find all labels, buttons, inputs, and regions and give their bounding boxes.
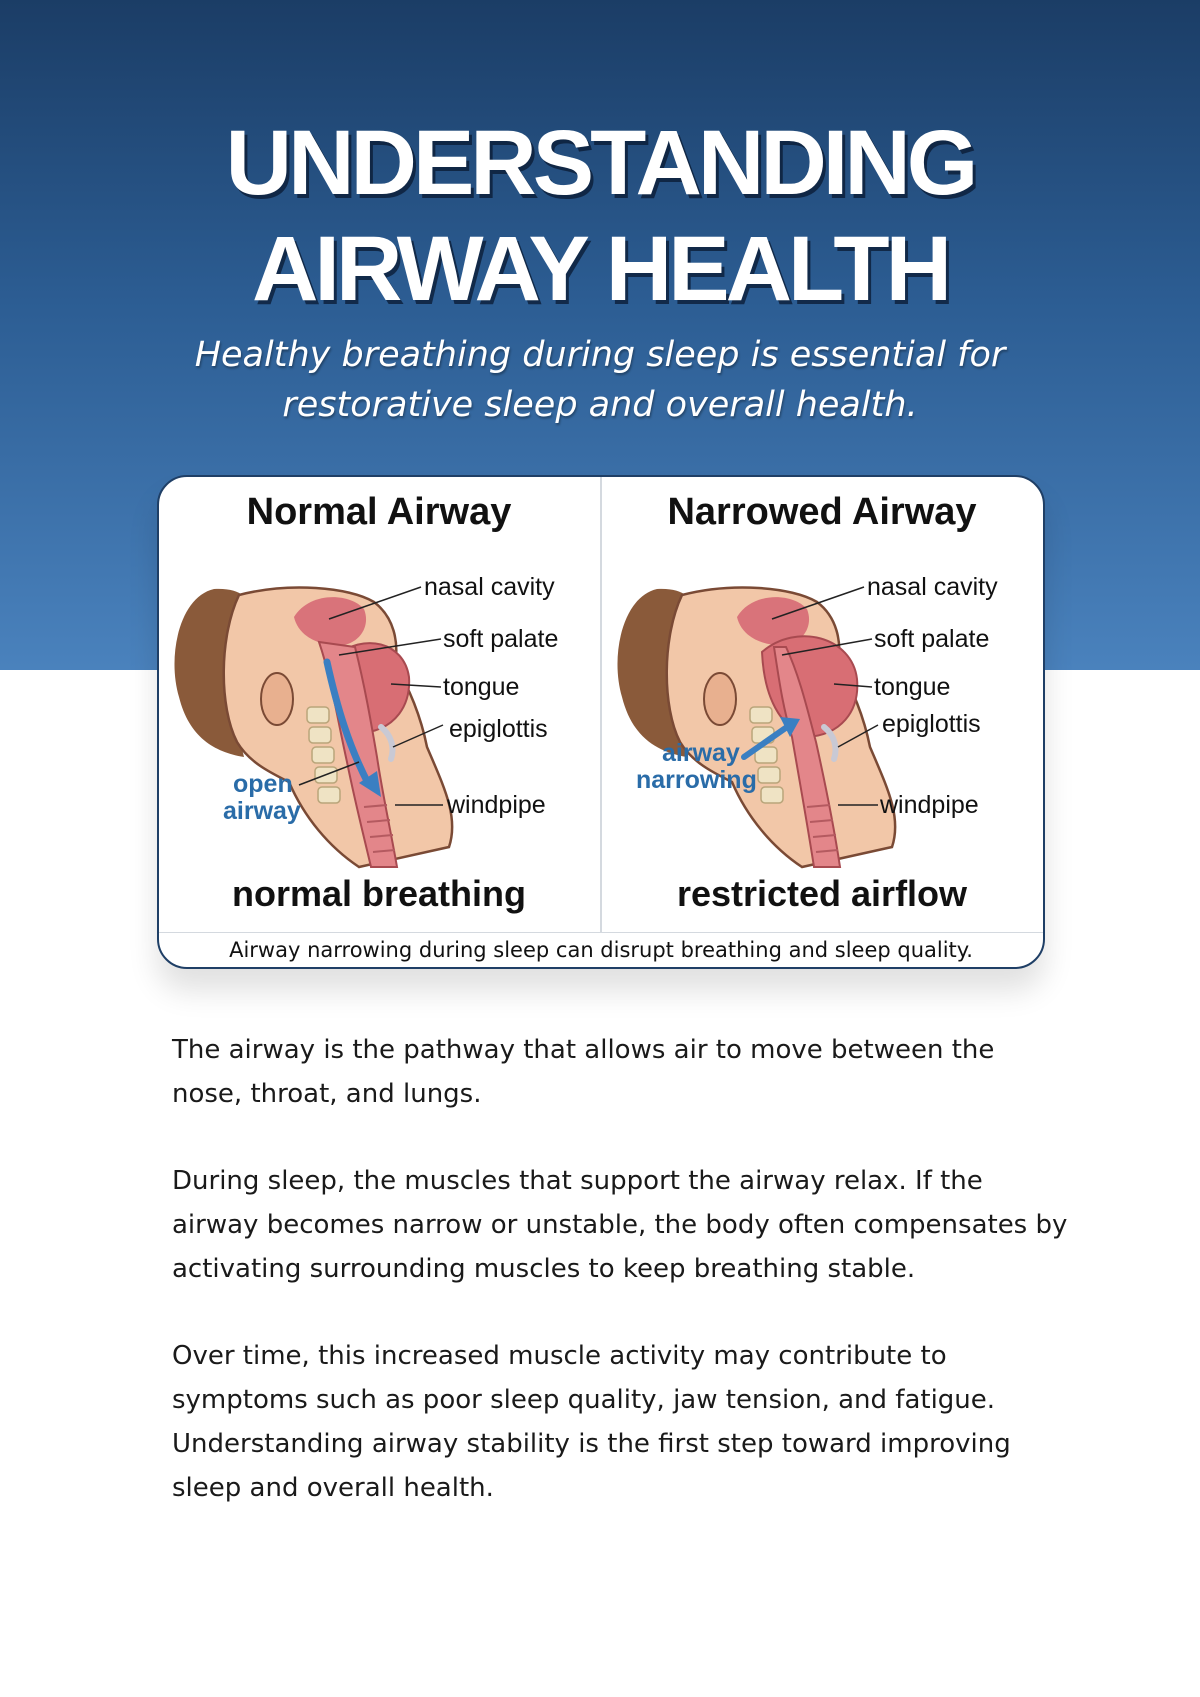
- airway-comparison-card: [157, 475, 1045, 969]
- label-tongue: tongue: [874, 673, 951, 701]
- body-text: [172, 1028, 1072, 1553]
- label-tongue: tongue: [443, 673, 520, 701]
- label-open: open: [233, 770, 293, 798]
- normal-airway-footer: normal breathing: [231, 873, 527, 914]
- narrowed-airway-panel: [602, 477, 1042, 932]
- body-paragraph-3: Over time, this increased muscle activity may contribute to symptoms such as poor sleep quality, jaw tension, and fatigue. Understanding airway stability is the first step toward improving sleep and overall health.: [172, 1341, 1011, 1503]
- label-epiglottis: epiglottis: [882, 710, 981, 738]
- normal-airway-title: Normal Airway: [246, 491, 512, 533]
- diagram-caption: Airway narrowing during sleep can disrupt breathing and sleep quality.: [159, 932, 1043, 968]
- narrowed-airway-illustration: [602, 547, 1042, 872]
- title-line-2: AIRWAY HEALTH: [251, 218, 949, 320]
- label-windpipe: windpipe: [447, 791, 546, 819]
- title-line-1: UNDERSTANDING: [225, 112, 975, 214]
- page-subtitle: Healthy breathing during sleep is essential for restorative sleep and overall health.: [194, 335, 1006, 425]
- page-title: [0, 110, 1200, 322]
- narrowed-airway-footer: restricted airflow: [676, 873, 968, 914]
- label-epiglottis: epiglottis: [449, 715, 548, 743]
- ear-shape: [704, 673, 736, 725]
- label-airway: airway: [662, 739, 740, 767]
- label-nasal-cavity: nasal cavity: [424, 573, 555, 601]
- label-narrowing: narrowing: [636, 766, 757, 794]
- body-paragraph-1: The airway is the pathway that allows air to move between the nose, throat, and lungs.: [172, 1035, 995, 1109]
- ear-shape: [261, 673, 293, 725]
- normal-airway-illustration: [159, 547, 599, 872]
- label-windpipe: windpipe: [880, 791, 979, 819]
- label-airway: airway: [223, 797, 301, 825]
- label-soft-palate: soft palate: [443, 625, 559, 653]
- label-soft-palate: soft palate: [874, 625, 990, 653]
- body-paragraph-2: During sleep, the muscles that support the airway relax. If the airway becomes narrow or unstable, the body often compensates by activating surrounding muscles to keep breathing stable.: [172, 1166, 1068, 1284]
- label-nasal-cavity: nasal cavity: [867, 573, 998, 601]
- normal-airway-panel: [159, 477, 599, 932]
- narrowed-airway-title: Narrowed Airway: [667, 491, 977, 533]
